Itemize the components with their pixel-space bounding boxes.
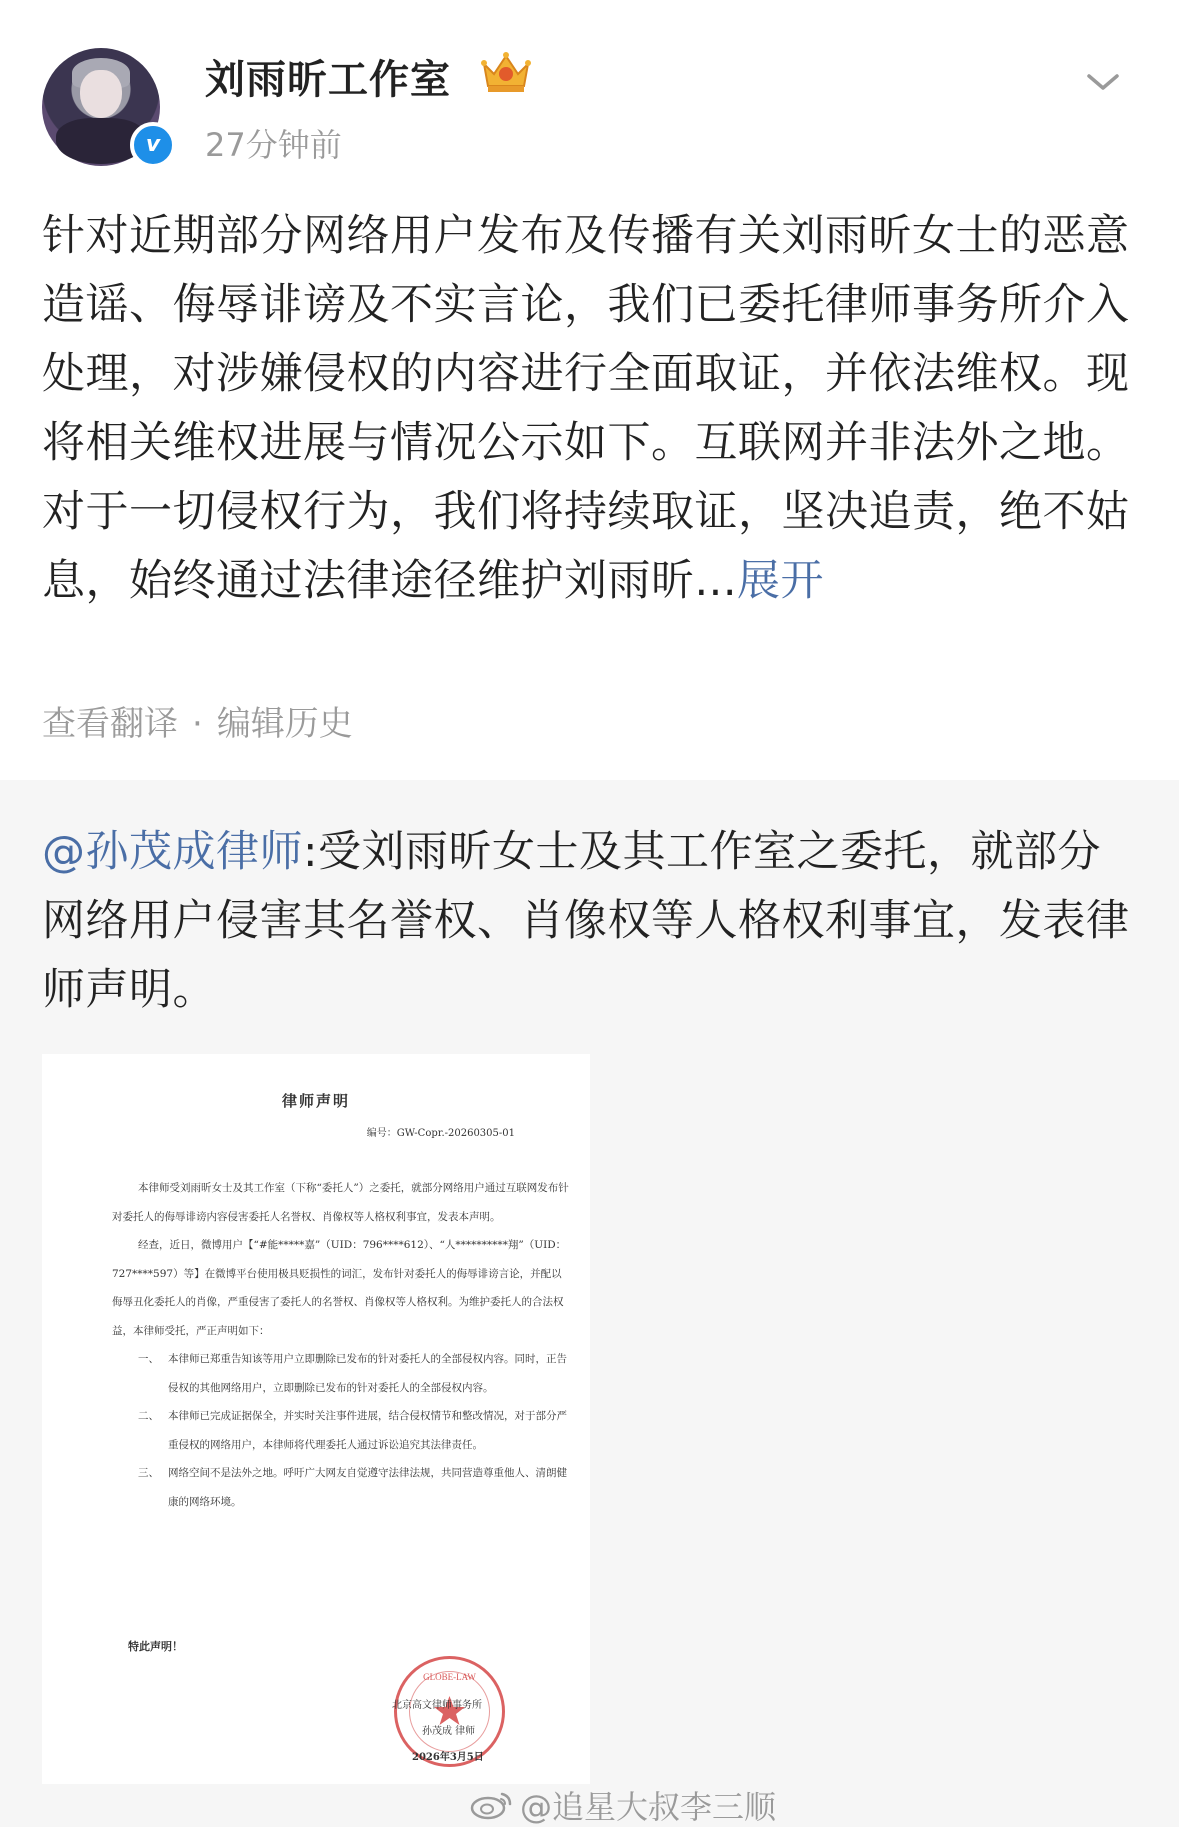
statement-closing: 特此声明！ [128, 1640, 183, 1653]
statement-date: 2026年3月5日 [412, 1752, 484, 1763]
crown-badge-icon[interactable] [480, 50, 532, 94]
chevron-down-icon[interactable] [1085, 70, 1121, 94]
statement-paragraph-2: 经查，近日，微博用户【“#能*****嘉”（UID：796****612）、“人**********翔”（UID：727****597）等】在微博平台使用极具贬损性的词汇，发布针对委托人的侮辱诽谤言论，并配以侮辱丑化委托人的肖像，严重侵害了委托人的名誉权、肖像权等人格权利。为维护委托人的合法权益，本律师受托，严正声明如下： [112, 1239, 567, 1337]
statement-body [112, 1174, 572, 1516]
item-number: 三、 [138, 1467, 159, 1479]
statement-item-3 [112, 1459, 572, 1516]
account-name[interactable]: 刘雨昕工作室 [205, 57, 451, 103]
expand-link[interactable]: 展开 [737, 556, 825, 606]
law-firm-name: 北京高文律师事务所 [392, 1700, 482, 1711]
post-body-text: 针对近期部分网络用户发布及传播有关刘雨昕女士的恶意造谣、侮辱诽谤及不实言论，我们已委托律师事务所介入处理，对涉嫌侵权的内容进行全面取证，并依法维权。现将相关维权进展与情况公示如下。互联网并非法外之地。对于一切侵权行为，我们将持续取证，坚决追责，绝不姑息，始终通过法律途径维护刘雨昕... [42, 211, 1130, 606]
lawyer-signature: 孙茂成 律师 [422, 1726, 476, 1737]
edit-history-link[interactable]: 编辑历史 [216, 704, 353, 744]
post-header [0, 0, 1179, 190]
mention-link[interactable]: @孙茂成律师 [42, 827, 303, 877]
lawyer-statement-image[interactable] [42, 1054, 590, 1784]
weibo-logo-icon [470, 1790, 514, 1820]
meta-separator: · [192, 704, 203, 744]
watermark-text: @追星大叔李三顺 [520, 1788, 777, 1826]
watermark [470, 1782, 776, 1828]
repost-body [42, 818, 1142, 1025]
item-number: 二、 [138, 1410, 159, 1422]
statement-paragraph-1: 本律师受刘雨昕女士及其工作室（下称“委托人”）之委托，就部分网络用户通过互联网发布针对委托人的侮辱诽谤内容侵害委托人名誉权、肖像权等人格权利事宜，发表本声明。 [112, 1182, 569, 1223]
seal-text: GLOBE-LAW [423, 1672, 476, 1682]
item-text: 本律师已郑重告知该等用户立即删除已发布的针对委托人的全部侵权内容。同时，正告侵权的其他网络用户，立即删除已发布的针对委托人的全部侵权内容。 [168, 1353, 567, 1394]
post-body [42, 202, 1142, 616]
item-text: 本律师已完成证据保全，并实时关注事件进展，结合侵权情节和整改情况，对于部分严重侵权的网络用户，本律师将代理委托人通过诉讼追究其法律责任。 [168, 1410, 567, 1451]
statement-title: 律师声明 [281, 1092, 350, 1110]
item-number: 一、 [138, 1353, 159, 1365]
post-time: 27分钟前 [205, 126, 342, 164]
statement-item-1 [112, 1345, 572, 1402]
translate-link[interactable]: 查看翻译 [42, 704, 178, 744]
avatar-face [80, 70, 122, 118]
statement-item-2 [112, 1402, 572, 1459]
post-meta-row [42, 696, 353, 745]
statement-number: 编号：GW-Copr.-20260305-01 [366, 1128, 515, 1139]
verified-icon: v [130, 122, 176, 168]
repost-text: :受刘雨昕女士及其工作室之委托，就部分网络用户侵害其名誉权、肖像权等人格权利事宜，发表律师声明。 [42, 827, 1130, 1015]
item-text: 网络空间不是法外之地。呼吁广大网友自觉遵守法律法规，共同营造尊重他人、清朗健康的网络环境。 [168, 1467, 567, 1508]
